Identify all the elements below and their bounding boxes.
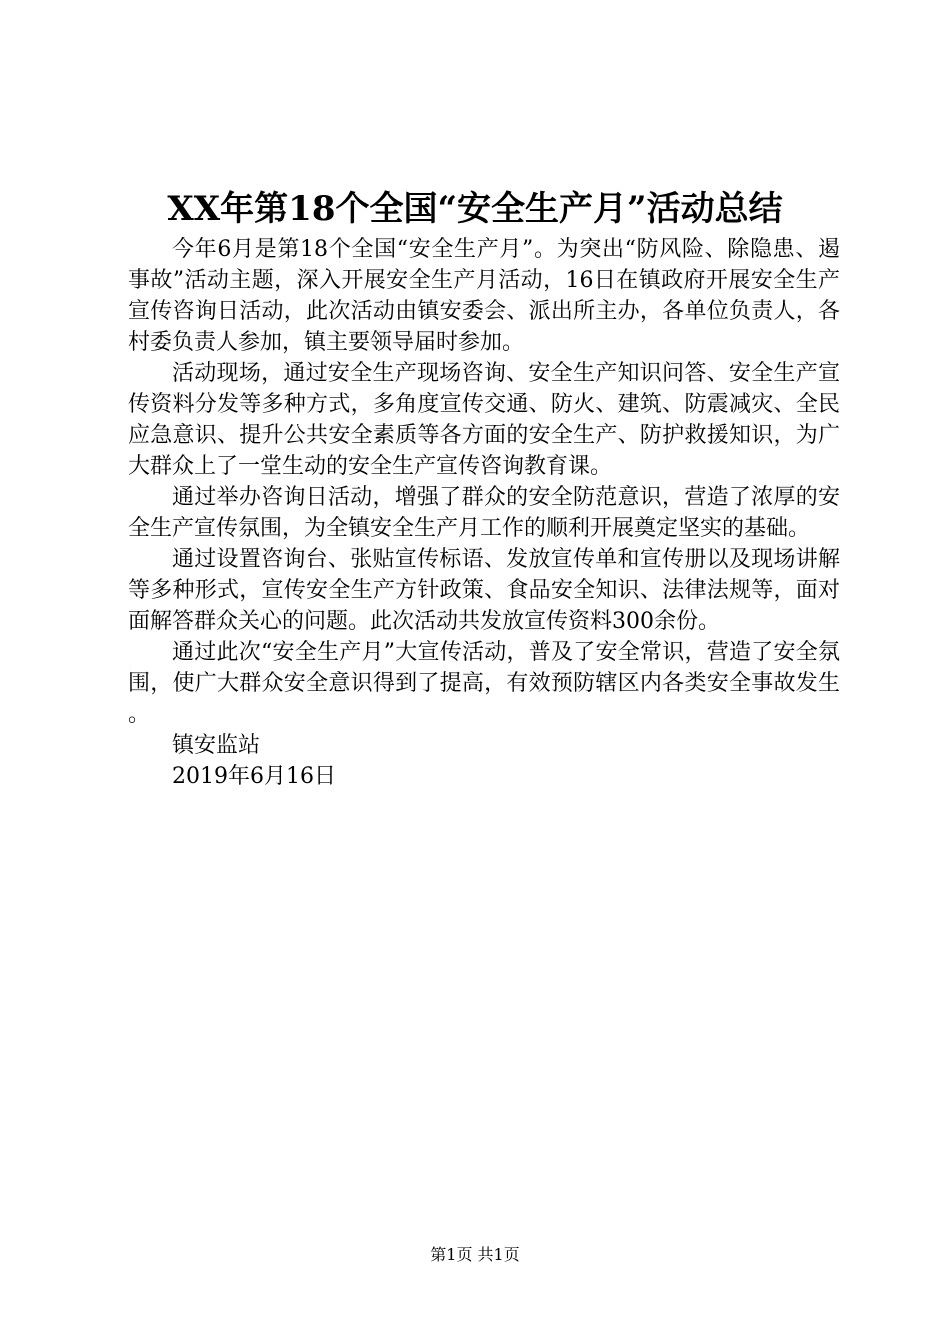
paragraph-3: 通过举办咨询日活动，增强了群众的安全防范意识，营造了浓厚的安全生产宣传氛围，为全镇安全生产月工作的顺利开展奠定坚实的基础。 [128,485,840,541]
document-date: 2019年6月16日 [172,764,336,789]
document-body [128,234,840,792]
signature: 镇安监站 [172,733,261,758]
document-title: XX年第18个全国“安全生产月”活动总结 [167,189,783,229]
paragraph-1: 今年6月是第18个全国“安全生产月”。为突出“防风险、除隐患、遏事故”活动主题，深入开展安全生产月活动，16日在镇政府开展安全生产宣传咨询日活动，此次活动由镇安委会、派出所主办，各单位负责人，各村委负责人参加，镇主要领导届时参加。 [128,237,840,355]
paragraph-5: 通过此次“安全生产月”大宣传活动，普及了安全常识，营造了安全氛围，使广大群众安全意识得到了提高，有效预防辖区内各类安全事故发生。 [128,640,840,727]
page-footer: 第1页 共1页 [430,1245,520,1264]
paragraph-4: 通过设置咨询台、张贴宣传标语、发放宣传单和宣传册以及现场讲解等多种形式，宣传安全生产方针政策、食品安全知识、法律法规等，面对面解答群众关心的问题。此次活动共发放宣传资料300余份。 [128,547,840,634]
paragraph-2: 活动现场，通过安全生产现场咨询、安全生产知识问答、安全生产宣传资料分发等多种方式，多角度宣传交通、防火、建筑、防震减灾、全民应急意识、提升公共安全素质等各方面的安全生产、防护救援知识，为广大群众上了一堂生动的安全生产宣传咨询教育课。 [128,361,840,479]
